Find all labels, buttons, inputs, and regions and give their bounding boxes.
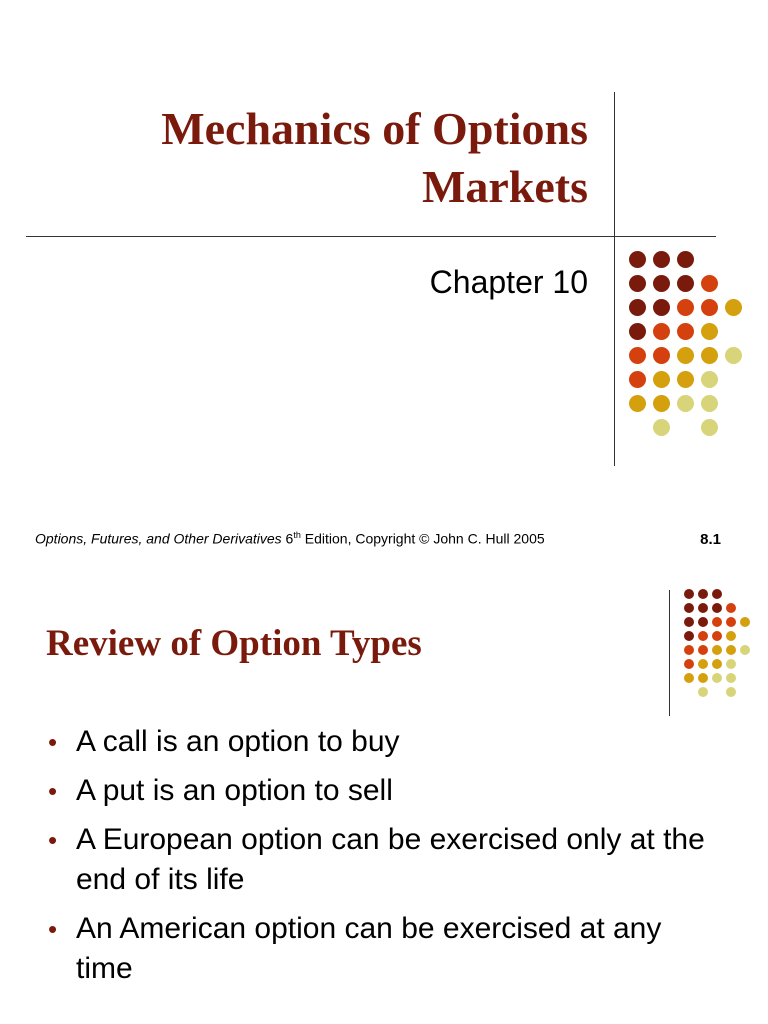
bullet-icon: •: [48, 825, 58, 855]
decorative-dot: [653, 275, 670, 292]
decorative-dot: [629, 395, 646, 412]
decorative-dot: [712, 645, 722, 655]
bullet-text: A call is an option to buy: [76, 725, 400, 758]
decorative-dot: [698, 645, 708, 655]
decorative-dot: [629, 371, 646, 388]
decorative-dot: [712, 603, 722, 613]
decorative-dot: [684, 617, 694, 627]
slide-2: [0, 570, 768, 1024]
bullet-list: [46, 722, 726, 998]
decorative-dot: [712, 659, 722, 669]
bullet-item: [46, 771, 726, 811]
decorative-dot: [684, 673, 694, 683]
decorative-dot: [726, 673, 736, 683]
bullet-icon: •: [48, 914, 58, 944]
decorative-dot: [740, 617, 750, 627]
decorative-dot: [653, 419, 670, 436]
decorative-dot: [677, 275, 694, 292]
decorative-dot: [712, 617, 722, 627]
footer-edition-sup: th: [293, 530, 301, 540]
decorative-dot: [726, 645, 736, 655]
decorative-dot: [701, 419, 718, 436]
decorative-dot: [726, 603, 736, 613]
decorative-dot: [698, 687, 708, 697]
decorative-dot: [740, 645, 750, 655]
decorative-dot: [701, 323, 718, 340]
decorative-dot: [653, 371, 670, 388]
vertical-divider: [669, 590, 670, 716]
footer-rest: Edition, Copyright © John C. Hull 2005: [300, 530, 545, 547]
decorative-dot: [698, 659, 708, 669]
decorative-dot: [677, 323, 694, 340]
decorative-dot: [684, 631, 694, 641]
decorative-dot: [725, 347, 742, 364]
bullet-item: [46, 722, 726, 762]
decorative-dot: [726, 631, 736, 641]
decorative-dot: [725, 299, 742, 316]
decorative-dot: [653, 323, 670, 340]
decorative-dot: [712, 673, 722, 683]
decorative-dot: [701, 371, 718, 388]
decorative-dot: [677, 395, 694, 412]
decorative-dot: [629, 299, 646, 316]
decorative-dot: [726, 659, 736, 669]
decorative-dot: [629, 275, 646, 292]
page-number: 8.1: [700, 531, 721, 548]
decorative-dot: [701, 275, 718, 292]
decorative-dot: [629, 251, 646, 268]
decorative-dot: [698, 603, 708, 613]
decorative-dot: [684, 603, 694, 613]
footer-book-title: Options, Futures, and Other Derivatives: [35, 530, 282, 547]
decorative-dot: [726, 687, 736, 697]
decorative-dot: [653, 347, 670, 364]
decorative-dot: [684, 589, 694, 599]
decorative-dot: [677, 347, 694, 364]
decorative-dot: [712, 589, 722, 599]
slide-title: Review of Option Types: [46, 623, 422, 664]
title-line-1: Mechanics of Options: [161, 103, 588, 154]
decorative-dot: [653, 395, 670, 412]
decorative-dot: [629, 323, 646, 340]
title-line-2: Markets: [421, 161, 588, 212]
footer-copyright: [35, 530, 545, 547]
decorative-dot: [701, 299, 718, 316]
vertical-divider: [614, 92, 615, 466]
decorative-dot: [698, 589, 708, 599]
horizontal-divider: [26, 236, 716, 237]
decorative-dot: [698, 617, 708, 627]
decorative-dot: [684, 659, 694, 669]
decorative-dot: [684, 645, 694, 655]
bullet-text: A European option can be exercised only at the end of its life: [76, 823, 705, 896]
decorative-dot: [701, 347, 718, 364]
decorative-dot: [726, 617, 736, 627]
decorative-dot: [677, 251, 694, 268]
bullet-text: An American option can be exercised at any time: [76, 912, 662, 985]
bullet-icon: •: [48, 727, 58, 757]
decorative-dot: [677, 371, 694, 388]
decorative-dot: [701, 395, 718, 412]
decorative-dot: [653, 251, 670, 268]
decorative-dot: [712, 631, 722, 641]
chapter-subtitle: Chapter 10: [429, 264, 588, 300]
decorative-dot: [698, 631, 708, 641]
bullet-item: [46, 909, 726, 989]
decorative-dot: [698, 673, 708, 683]
decorative-dot: [653, 299, 670, 316]
bullet-item: [46, 820, 726, 900]
bullet-text: A put is an option to sell: [76, 774, 393, 807]
slide-title: [28, 100, 588, 216]
footer-edition: 6: [281, 530, 294, 547]
decorative-dot: [629, 347, 646, 364]
bullet-icon: •: [48, 776, 58, 806]
decorative-dot: [677, 299, 694, 316]
